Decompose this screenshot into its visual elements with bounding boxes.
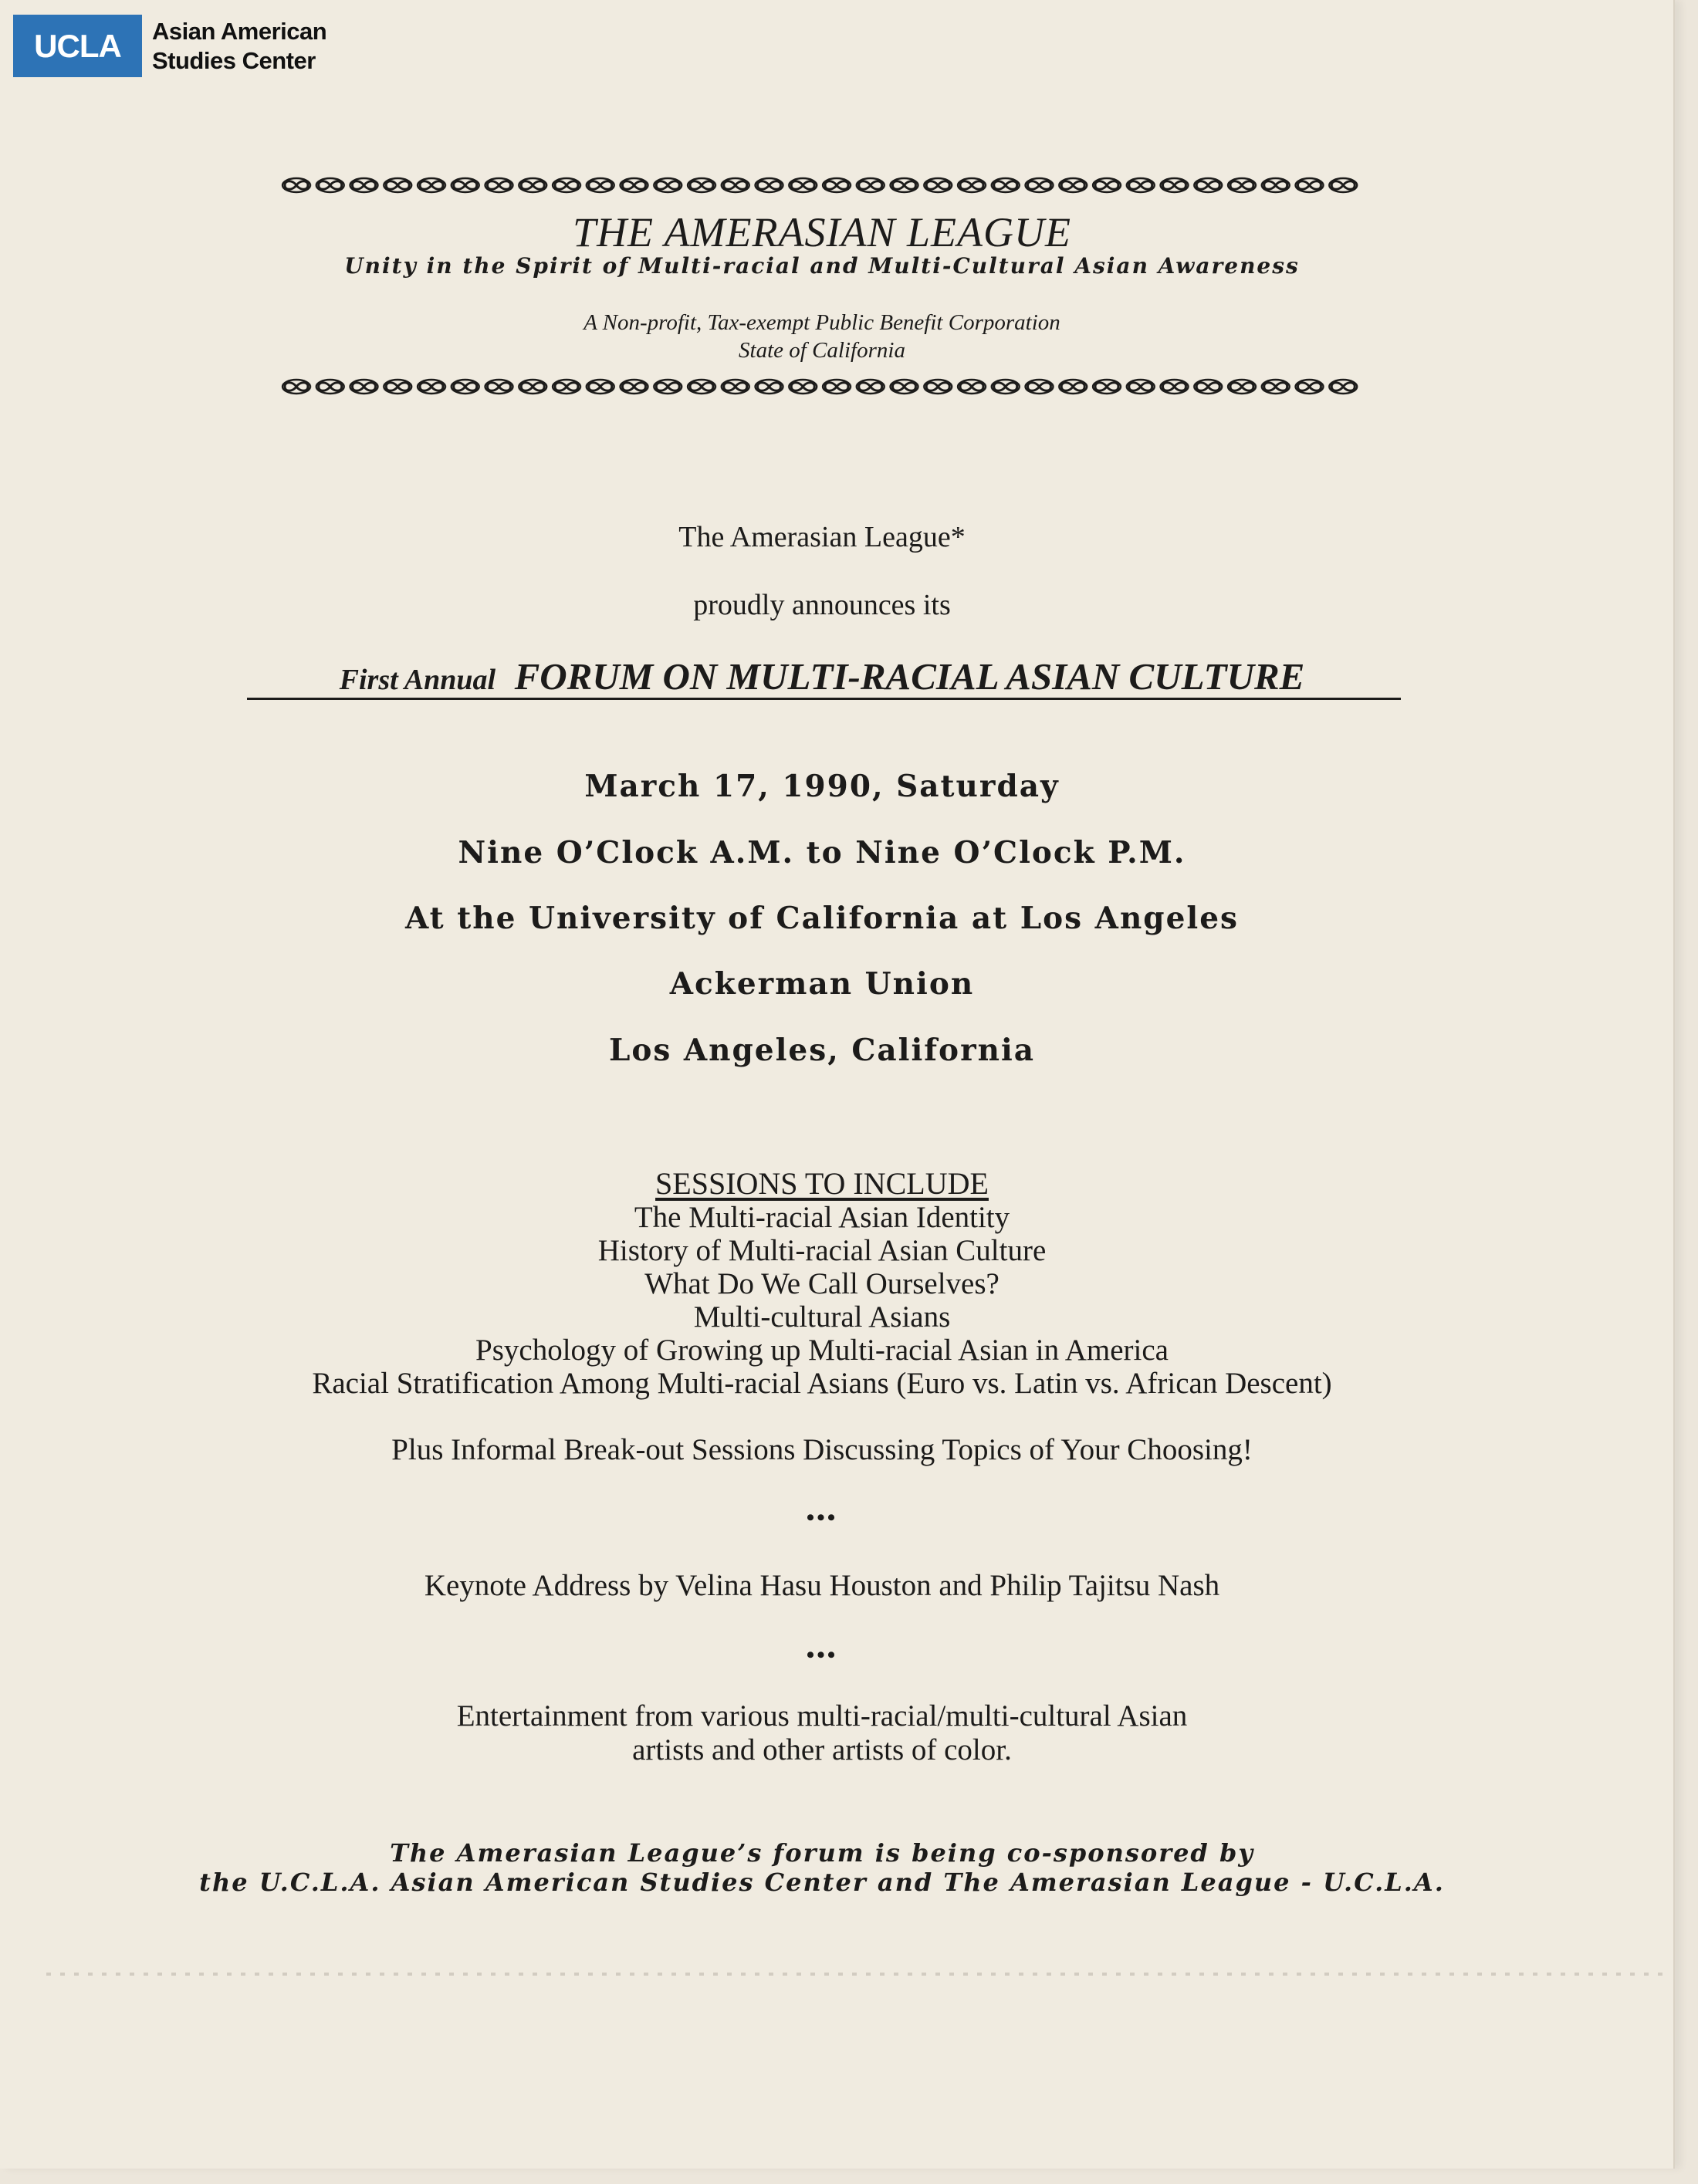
forum-underline <box>247 698 1401 700</box>
entertainment-line-1: Entertainment from various multi-racial/multi-cultural Asian <box>456 1699 1188 1733</box>
paper-fold-mark <box>46 1973 1667 1976</box>
cosponsor-line-1: The Amerasian League’s forum is being co-sponsored by <box>390 1838 1254 1868</box>
session-item: The Multi-racial Asian Identity <box>634 1201 1010 1234</box>
event-venue: At the University of California at Los Angeles <box>405 901 1239 936</box>
sessions-heading: SESSIONS TO INCLUDE <box>655 1166 989 1201</box>
entertainment-line-2: artists and other artists of color. <box>632 1733 1012 1766</box>
event-building: Ackerman Union <box>669 966 975 1002</box>
center-name-line-1: Asian American <box>152 18 327 45</box>
event-city: Los Angeles, California <box>608 1033 1036 1068</box>
ornament-border-top <box>280 177 1361 194</box>
intro-line-1: The Amerasian League* <box>678 521 966 553</box>
forum-title: FORUM ON MULTI-RACIAL ASIAN CULTURE <box>514 655 1305 698</box>
cosponsor-line-2: the U.C.L.A. Asian American Studies Center and The Amerasian League - U.C.L.A. <box>199 1868 1445 1897</box>
forum-prefix: First Annual <box>339 664 496 696</box>
breakout-sessions-line: Plus Informal Break-out Sessions Discussing Topics of Your Choosing! <box>391 1433 1253 1466</box>
corporation-line: A Non-profit, Tax-exempt Public Benefit Corporation <box>583 310 1060 335</box>
separator-dots: ••• <box>806 1505 838 1530</box>
intro-line-2: proudly announces its <box>693 589 951 621</box>
center-name-line-2: Studies Center <box>152 47 316 74</box>
session-item: History of Multi-racial Asian Culture <box>597 1234 1047 1267</box>
center-name <box>152 17 326 76</box>
separator-dots: ••• <box>806 1642 838 1668</box>
session-item: What Do We Call Ourselves? <box>644 1267 1000 1300</box>
ucla-logo-badge: UCLA <box>13 15 142 77</box>
session-item: Psychology of Growing up Multi-racial Asian in America <box>475 1334 1169 1367</box>
league-subtitle: Unity in the Spirit of Multi-racial and Multi-Cultural Asian Awareness <box>344 253 1300 279</box>
forum-heading <box>0 654 1644 698</box>
event-date: March 17, 1990, Saturday <box>584 769 1060 804</box>
ornament-border-bottom <box>280 378 1361 395</box>
league-title: THE AMERASIAN LEAGUE <box>573 209 1071 255</box>
session-item: Multi-cultural Asians <box>693 1300 951 1334</box>
keynote-line: Keynote Address by Velina Hasu Houston and Philip Tajitsu Nash <box>424 1569 1220 1602</box>
event-time: Nine O’Clock A.M. to Nine O’Clock P.M. <box>458 835 1186 871</box>
session-item: Racial Stratification Among Multi-racial Asians (Euro vs. Latin vs. African Descent) <box>312 1367 1332 1400</box>
state-line: State of California <box>739 338 905 363</box>
